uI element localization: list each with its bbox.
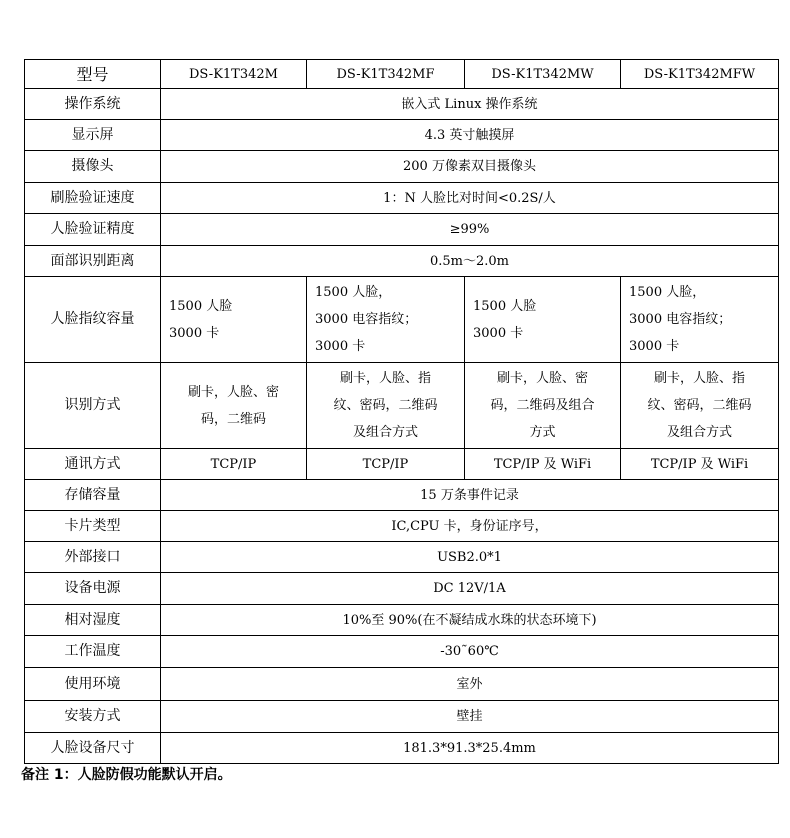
table-row-interface <box>25 542 779 573</box>
table-row-storage <box>25 480 779 511</box>
cell-line: 刷卡，人脸、密 <box>496 371 588 386</box>
row-label: 人脸设备尺寸 <box>25 733 161 764</box>
comm-cell: TCP/IP <box>307 449 465 480</box>
row-value: 0.5m～2.0m <box>161 246 779 277</box>
table-row-capacity <box>25 277 779 363</box>
row-label: 通讯方式 <box>25 449 161 480</box>
table-row-dimensions <box>25 733 779 764</box>
row-label: 显示屏 <box>25 120 161 151</box>
table-row-power <box>25 573 779 605</box>
table-row-comm <box>25 449 779 480</box>
capacity-cell <box>161 277 307 363</box>
cell-line: 3000 卡 <box>169 325 220 341</box>
table-row-card-type <box>25 511 779 542</box>
footnote: 备注 1：人脸防假功能默认开启。 <box>21 767 232 783</box>
row-label: 摄像头 <box>25 151 161 183</box>
cell-line: 码，二维码及组合 <box>490 398 595 413</box>
row-value: 181.3*91.3*25.4mm <box>161 733 779 764</box>
row-value: DC 12V/1A <box>161 573 779 605</box>
comm-cell: TCP/IP 及 WiFi <box>621 449 779 480</box>
table-row-camera <box>25 151 779 183</box>
row-label: 相对湿度 <box>25 605 161 636</box>
model-name: DS-K1T342MW <box>465 60 621 89</box>
cell-line: 1500 人脸， <box>629 285 706 300</box>
spec-table <box>24 59 779 764</box>
comm-cell: TCP/IP <box>161 449 307 480</box>
row-value: 1：N 人脸比对时间<0.2S/人 <box>161 183 779 214</box>
table-row-humidity <box>25 605 779 636</box>
auth-mode-cell <box>621 363 779 449</box>
table-row-face-accuracy <box>25 214 779 246</box>
cell-line: 刷卡，人脸、指 <box>653 371 745 386</box>
row-label: 操作系统 <box>25 89 161 120</box>
table-row-face-distance <box>25 246 779 277</box>
cell-line: 纹、密码，二维码 <box>333 398 438 413</box>
row-label: 设备电源 <box>25 573 161 605</box>
model-label: 型号 <box>25 60 161 89</box>
capacity-cell <box>465 277 621 363</box>
cell-line: 码，二维码 <box>200 411 266 427</box>
row-label: 人脸验证精度 <box>25 214 161 246</box>
cell-line: 纹、密码，二维码 <box>647 398 752 413</box>
row-label: 使用环境 <box>25 668 161 701</box>
cell-line: 1500 人脸 <box>169 298 233 314</box>
cell-line: 1500 人脸， <box>315 285 392 300</box>
row-value: ≥99% <box>161 214 779 246</box>
table-row-model <box>25 60 779 89</box>
row-value: -30˜60℃ <box>161 636 779 668</box>
cell-line: 3000 卡 <box>315 339 366 354</box>
row-value: USB2.0*1 <box>161 542 779 573</box>
row-label: 人脸指纹容量 <box>25 277 161 363</box>
cell-line: 方式 <box>529 425 556 440</box>
cell-line: 及组合方式 <box>352 425 418 440</box>
row-value: 10%至 90%(在不凝结成水珠的状态环境下) <box>161 605 779 636</box>
cell-line: 刷卡，人脸、指 <box>339 371 431 386</box>
capacity-cell <box>621 277 779 363</box>
auth-mode-cell <box>465 363 621 449</box>
table-row-auth-mode <box>25 363 779 449</box>
row-label: 安装方式 <box>25 701 161 733</box>
table-row-mounting <box>25 701 779 733</box>
cell-line: 3000 卡 <box>629 339 680 354</box>
row-label: 存储容量 <box>25 480 161 511</box>
cell-line: 1500 人脸 <box>473 298 537 314</box>
table-row-os <box>25 89 779 120</box>
model-name: DS-K1T342MF <box>307 60 465 89</box>
row-label: 识别方式 <box>25 363 161 449</box>
row-label: 面部识别距离 <box>25 246 161 277</box>
spec-sheet <box>24 59 778 764</box>
row-value: 嵌入式 Linux 操作系统 <box>161 89 779 120</box>
cell-line: 3000 卡 <box>473 325 524 341</box>
model-name: DS-K1T342MFW <box>621 60 779 89</box>
row-label: 外部接口 <box>25 542 161 573</box>
row-label: 刷脸验证速度 <box>25 183 161 214</box>
cell-line: 及组合方式 <box>666 425 732 440</box>
row-value: 4.3 英寸触摸屏 <box>161 120 779 151</box>
table-row-face-speed <box>25 183 779 214</box>
row-value: 200 万像素双目摄像头 <box>161 151 779 183</box>
table-row-display <box>25 120 779 151</box>
comm-cell: TCP/IP 及 WiFi <box>465 449 621 480</box>
auth-mode-cell <box>307 363 465 449</box>
cell-line: 3000 电容指纹； <box>629 312 732 327</box>
cell-line: 刷卡，人脸、密 <box>187 384 279 400</box>
row-value: 15 万条事件记录 <box>161 480 779 511</box>
model-name: DS-K1T342M <box>161 60 307 89</box>
table-row-environment <box>25 668 779 701</box>
capacity-cell <box>307 277 465 363</box>
row-label: 卡片类型 <box>25 511 161 542</box>
row-label: 工作温度 <box>25 636 161 668</box>
row-value: IC,CPU 卡，身份证序号， <box>161 511 779 542</box>
table-row-temperature <box>25 636 779 668</box>
row-value: 壁挂 <box>161 701 779 733</box>
auth-mode-cell <box>161 363 307 449</box>
cell-line: 3000 电容指纹； <box>315 312 418 327</box>
row-value: 室外 <box>161 668 779 701</box>
